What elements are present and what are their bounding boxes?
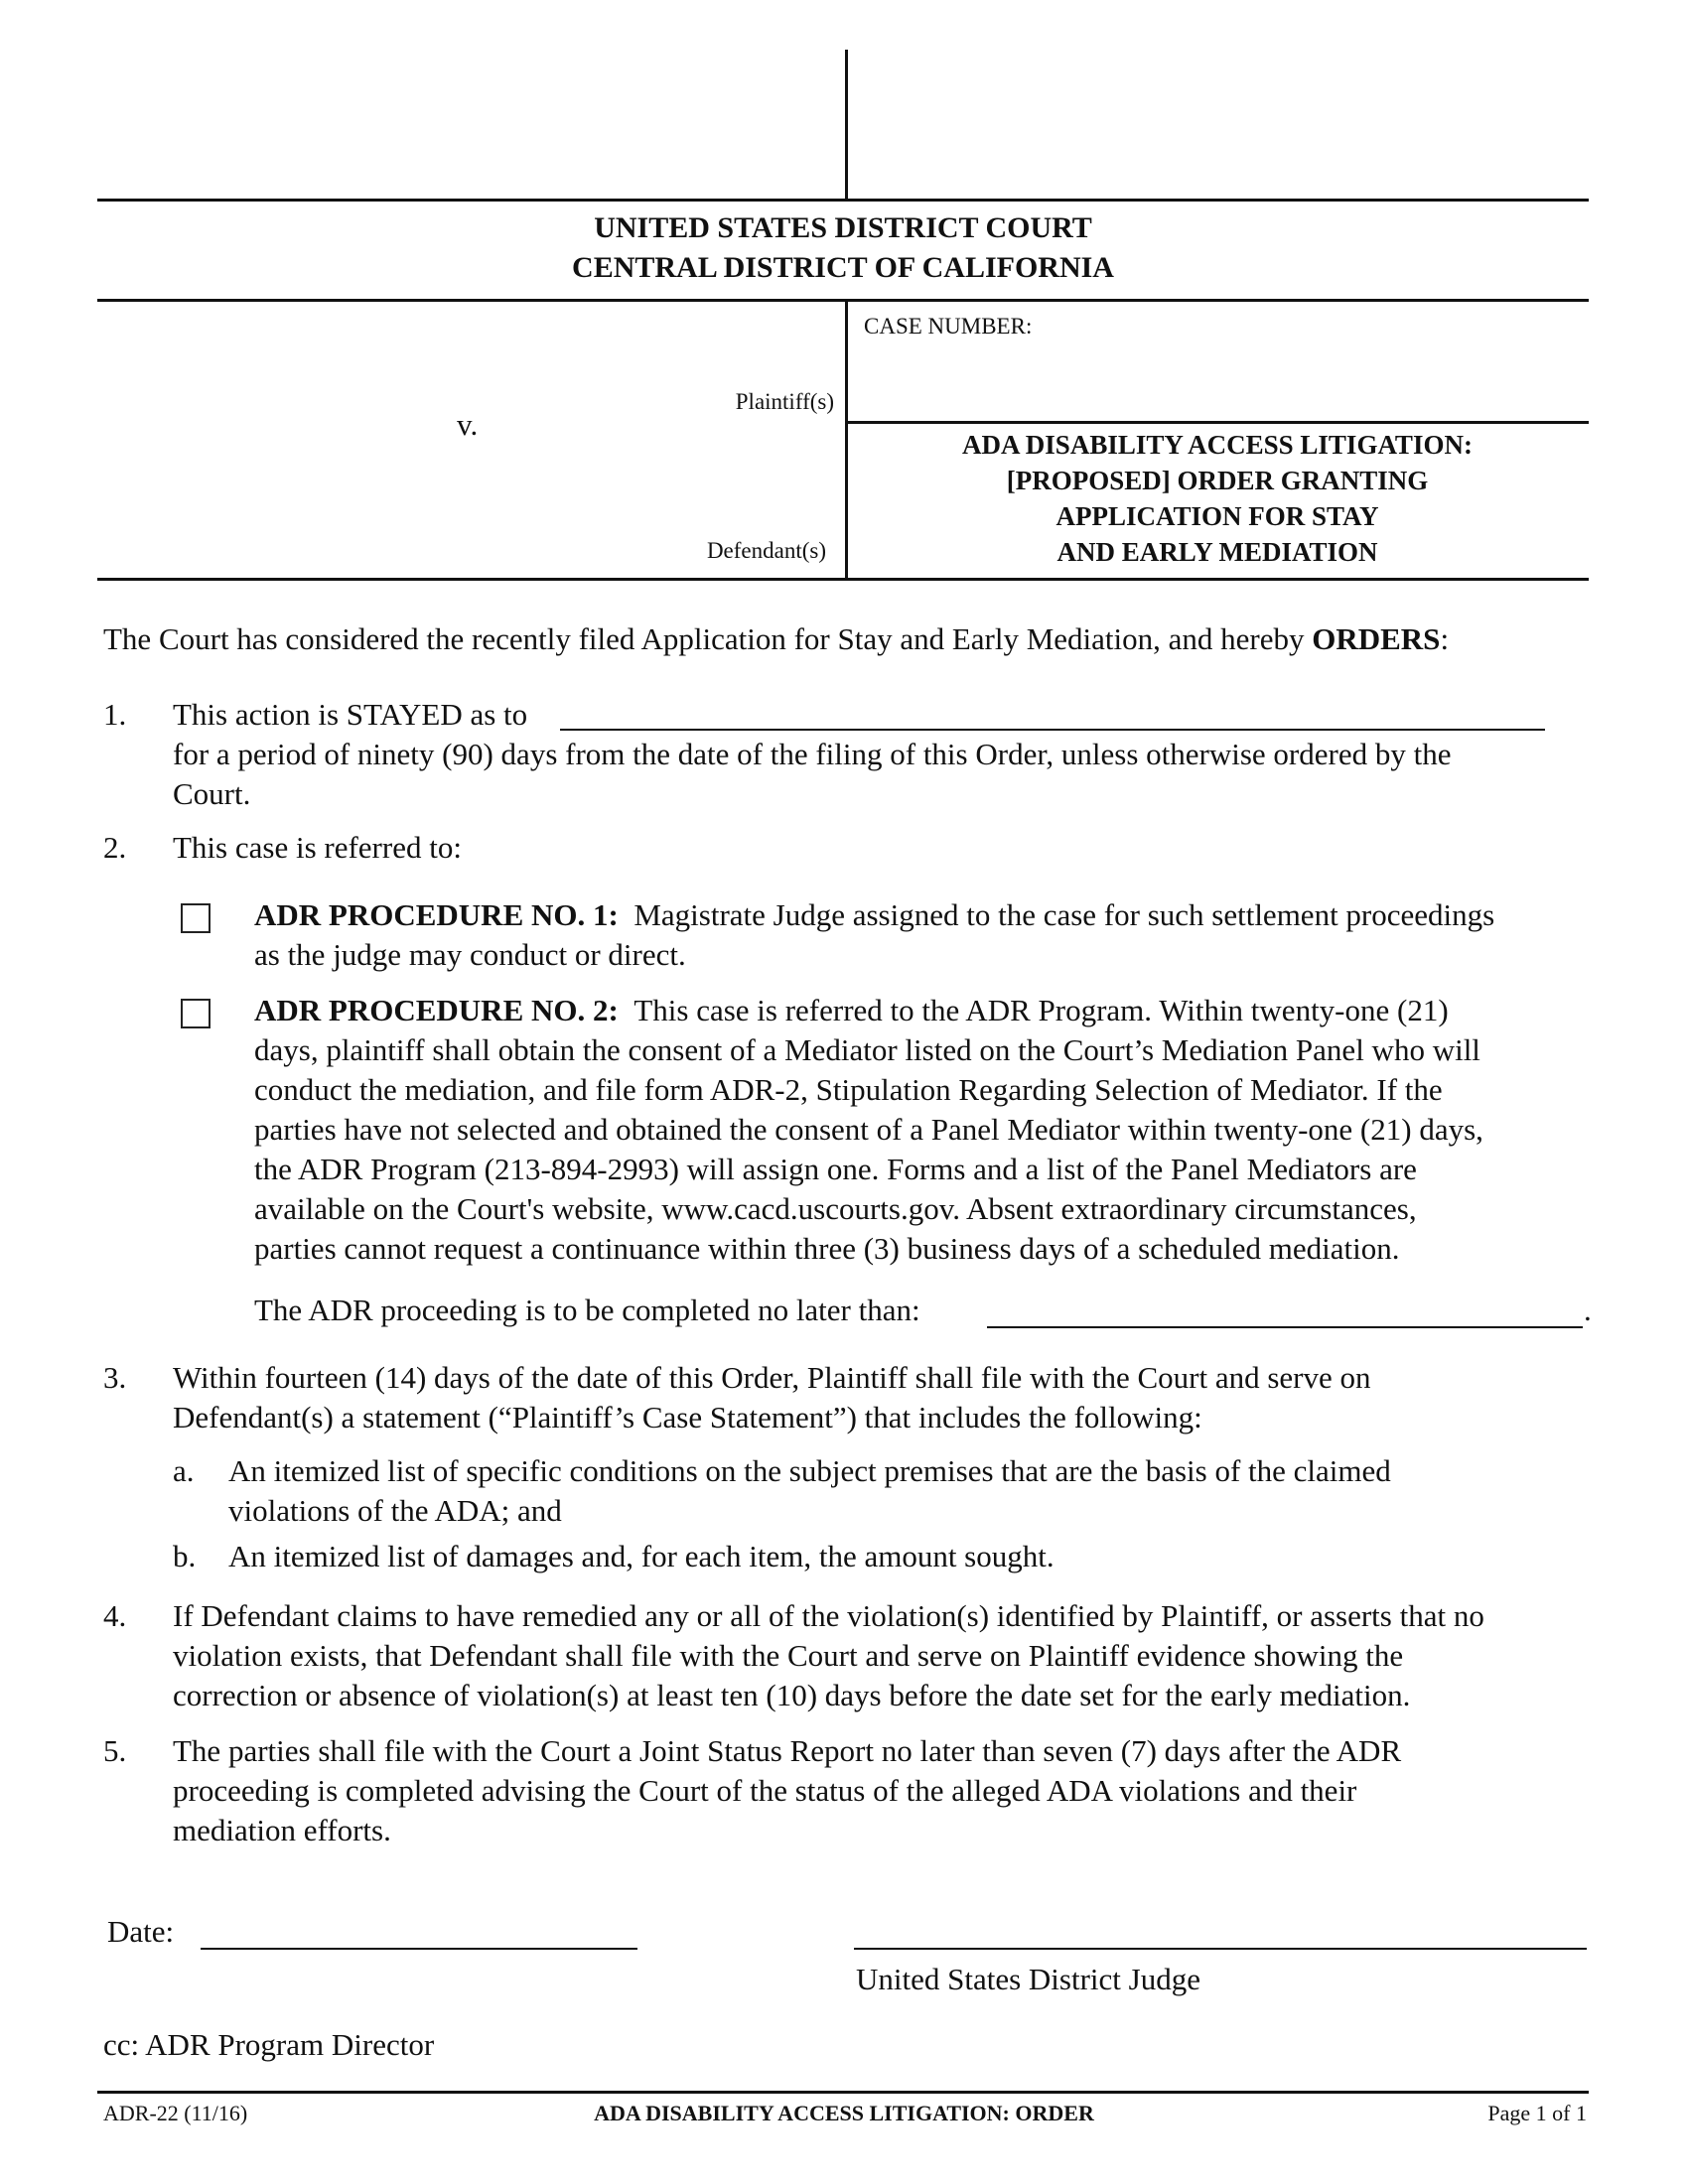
item-3a-line1: An itemized list of specific conditions on the subject premises that are the basis of the claimed <box>228 1453 1391 1488</box>
adr-procedure-2-checkbox[interactable] <box>181 999 211 1028</box>
item-3-line1: Within fourteen (14) days of the date of this Order, Plaintiff shall file with the Court and serve on <box>173 1360 1371 1395</box>
item-3a-line2: violations of the ADA; and <box>228 1493 562 1528</box>
adr-procedure-2-line6: available on the Court's website, www.cacd.uscourts.gov. Absent extraordinary circumstances, <box>254 1191 1417 1226</box>
intro-paragraph <box>103 619 1593 659</box>
cc-line: cc: ADR Program Director <box>103 2027 435 2062</box>
item-1-number: 1. <box>103 697 127 732</box>
adr-complete-date-field[interactable] <box>987 1326 1583 1328</box>
date-field[interactable] <box>201 1948 637 1950</box>
judge-label: United States District Judge <box>856 1962 1200 1996</box>
stayed-party-field[interactable] <box>560 729 1545 731</box>
footer-rule <box>97 2091 1589 2094</box>
item-4-line3: correction or absence of violation(s) at least ten (10) days before the date set for the early mediation. <box>173 1678 1411 1712</box>
plaintiff-label: Plaintiff(s) <box>735 389 834 414</box>
judge-signature-line[interactable] <box>854 1948 1587 1950</box>
order-title-line1: ADA DISABILITY ACCESS LITIGATION: <box>962 430 1473 460</box>
item-4-number: 4. <box>103 1598 127 1633</box>
item-3b-label: b. <box>173 1539 197 1573</box>
item-5-line2: proceeding is completed advising the Court of the status of the alleged ADA violations and their <box>173 1773 1357 1808</box>
item-4-line1: If Defendant claims to have remedied any or all of the violation(s) identified by Plaintiff, or asserts that no <box>173 1598 1484 1633</box>
order-title-line4: AND EARLY MEDIATION <box>1056 537 1378 567</box>
intro-text: The Court has considered the recently filed Application for Stay and Early Mediation, and hereby <box>103 621 1313 656</box>
adr-complete-period: . <box>1584 1293 1592 1327</box>
item-5-number: 5. <box>103 1733 127 1768</box>
versus-label: v. <box>457 407 479 442</box>
order-title-line2: [PROPOSED] ORDER GRANTING <box>1006 466 1429 495</box>
adr-procedure-2-label: ADR PROCEDURE NO. 2: <box>254 993 619 1027</box>
caption-bottom-rule <box>97 578 1589 581</box>
item-1-line1: This action is STAYED as to <box>173 697 528 732</box>
item-5-line1: The parties shall file with the Court a Joint Status Report no later than seven (7) days after the ADR <box>173 1733 1402 1768</box>
item-2-line1: This case is referred to: <box>173 830 462 865</box>
footer-form-id: ADR-22 (11/16) <box>103 2101 248 2125</box>
caption-right-divider <box>846 421 1589 424</box>
top-center-divider <box>845 50 848 199</box>
date-label: Date: <box>107 1914 175 1949</box>
adr-complete-label: The ADR proceeding is to be completed no later than: <box>254 1293 920 1327</box>
header-top-rule <box>97 199 1589 202</box>
adr-procedure-2-text: This case is referred to the ADR Program. Within twenty-one (21) <box>633 993 1449 1027</box>
adr-procedure-2-line1 <box>254 991 1449 1030</box>
case-number-label: CASE NUMBER: <box>864 314 1033 339</box>
adr-procedure-2-line4: parties have not selected and obtained the consent of a Panel Mediator within twenty-one (21) days, <box>254 1112 1483 1147</box>
item-3-line2: Defendant(s) a statement (“Plaintiff’s Case Statement”) that includes the following: <box>173 1400 1202 1434</box>
footer-title: ADA DISABILITY ACCESS LITIGATION: ORDER <box>594 2101 1094 2125</box>
adr-procedure-1-line2: as the judge may conduct or direct. <box>254 937 686 972</box>
adr-procedure-2-line5: the ADR Program (213-894-2993) will assign one. Forms and a list of the Panel Mediators are <box>254 1152 1417 1186</box>
item-4-line2: violation exists, that Defendant shall file with the Court and serve on Plaintiff evidence showing the <box>173 1638 1404 1673</box>
item-3a-label: a. <box>173 1453 195 1488</box>
adr-procedure-1-text: Magistrate Judge assigned to the case for such settlement proceedings <box>633 897 1495 932</box>
item-3-number: 3. <box>103 1360 127 1395</box>
adr-procedure-1-line1 <box>254 895 1494 935</box>
court-name-line2: CENTRAL DISTRICT OF CALIFORNIA <box>572 251 1114 284</box>
item-2-number: 2. <box>103 830 127 865</box>
footer-page: Page 1 of 1 <box>1487 2101 1587 2125</box>
court-name-line1: UNITED STATES DISTRICT COURT <box>594 211 1092 244</box>
adr-procedure-2-line2: days, plaintiff shall obtain the consent of a Mediator listed on the Court’s Mediation Panel who will <box>254 1032 1480 1067</box>
adr-procedure-2-line7: parties cannot request a continuance within three (3) business days of a scheduled mediation. <box>254 1231 1400 1266</box>
defendant-label: Defendant(s) <box>706 538 826 563</box>
intro-colon: : <box>1440 621 1450 656</box>
adr-procedure-1-label: ADR PROCEDURE NO. 1: <box>254 897 619 932</box>
caption-top-rule <box>97 299 1589 302</box>
item-1-line3: Court. <box>173 776 251 811</box>
adr-procedure-2-line3: conduct the mediation, and file form ADR-2, Stipulation Regarding Selection of Mediator. If the <box>254 1072 1443 1107</box>
item-5-line3: mediation efforts. <box>173 1813 391 1847</box>
item-1-line2: for a period of ninety (90) days from the date of the filing of this Order, unless otherwise ordered by the <box>173 737 1452 771</box>
intro-orders: ORDERS <box>1312 621 1441 656</box>
adr-procedure-1-checkbox[interactable] <box>181 903 211 933</box>
item-3b-line1: An itemized list of damages and, for each item, the amount sought. <box>228 1539 1055 1573</box>
order-title-line3: APPLICATION FOR STAY <box>1055 501 1379 531</box>
